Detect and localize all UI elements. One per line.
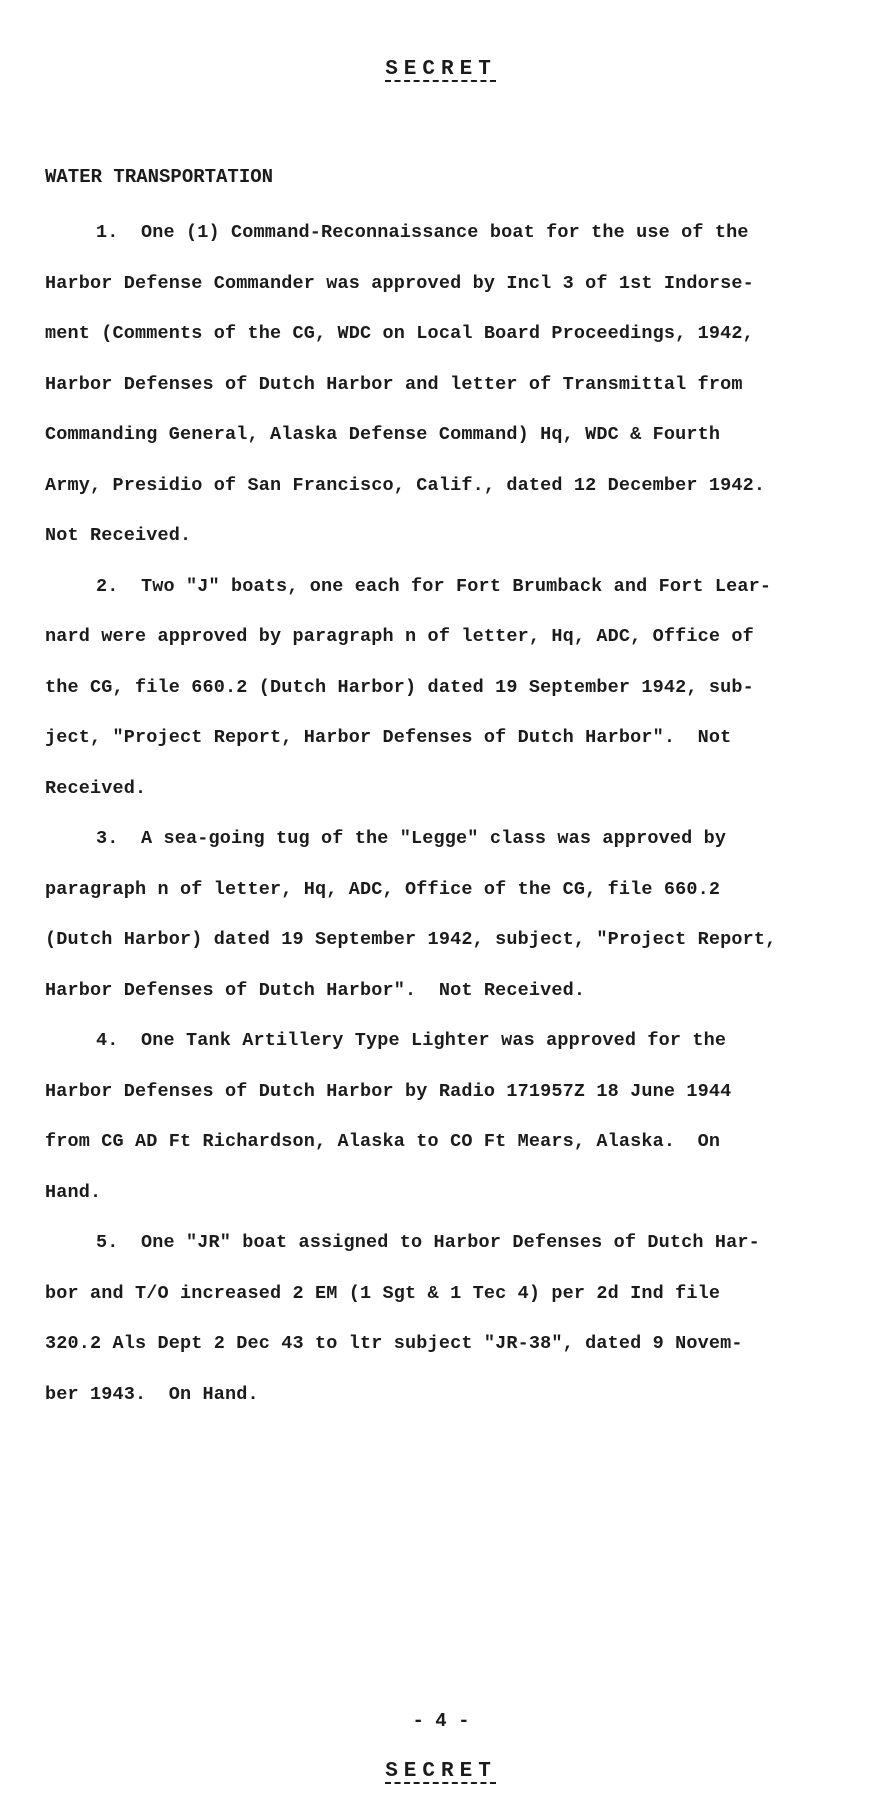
classification-footer: SECRET	[385, 1760, 497, 1783]
paragraph-line: Hand.	[45, 1181, 102, 1203]
paragraph-line: 1. One (1) Command-Reconnaissance boat for the use of the	[96, 222, 749, 243]
paragraph-line: 4. One Tank Artillery Type Lighter was approved for the	[96, 1030, 727, 1051]
paragraph	[45, 1016, 855, 1218]
paragraph-line: nard were approved by paragraph n of letter, Hq, ADC, Office of	[45, 626, 754, 647]
paragraph-line: 320.2 Als Dept 2 Dec 43 to ltr subject "JR-38", dated 9 Novem-	[45, 1333, 743, 1354]
paragraph	[45, 1218, 855, 1420]
paragraph	[45, 814, 855, 1016]
paragraph-line: paragraph n of letter, Hq, ADC, Office of the CG, file 660.2	[45, 878, 721, 900]
paragraph-line: Harbor Defenses of Dutch Harbor and letter of Transmittal from	[45, 373, 743, 395]
paragraph-line: ment (Comments of the CG, WDC on Local Board Proceedings, 1942,	[45, 323, 754, 344]
paragraph-line: 5. One "JR" boat assigned to Harbor Defenses of Dutch Har-	[96, 1232, 760, 1253]
paragraph-line: ber 1943. On Hand.	[45, 1383, 259, 1405]
paragraph	[45, 208, 855, 562]
paragraph	[45, 562, 855, 815]
document-body	[45, 208, 855, 1420]
paragraph-line: (Dutch Harbor) dated 19 September 1942, subject, "Project Report,	[45, 929, 777, 950]
classification-header: SECRET	[385, 58, 497, 81]
paragraph-line: Army, Presidio of San Francisco, Calif., dated 12 December 1942.	[45, 474, 766, 496]
section-title: WATER TRANSPORTATION	[45, 166, 274, 188]
paragraph-line: from CG AD Ft Richardson, Alaska to CO Ft Mears, Alaska. On	[45, 1131, 721, 1152]
page-number: - 4 -	[412, 1710, 470, 1732]
paragraph-line: Harbor Defense Commander was approved by Incl 3 of 1st Indorse-	[45, 272, 754, 294]
paragraph-line: ject, "Project Report, Harbor Defenses of Dutch Harbor". Not	[45, 727, 732, 748]
paragraph-line: 3. A sea-going tug of the "Legge" class was approved by	[96, 828, 727, 849]
paragraph-line: Received.	[45, 777, 147, 799]
paragraph-line: Harbor Defenses of Dutch Harbor by Radio 171957Z 18 June 1944	[45, 1080, 732, 1102]
paragraph-line: Harbor Defenses of Dutch Harbor". Not Received.	[45, 979, 586, 1001]
paragraph-line: 2. Two "J" boats, one each for Fort Brumback and Fort Lear-	[96, 575, 772, 597]
paragraph-line: the CG, file 660.2 (Dutch Harbor) dated 19 September 1942, sub-	[45, 676, 754, 698]
paragraph-line: Not Received.	[45, 525, 192, 546]
paragraph-line: bor and T/O increased 2 EM (1 Sgt & 1 Tec 4) per 2d Ind file	[45, 1282, 721, 1304]
paragraph-line: Commanding General, Alaska Defense Command) Hq, WDC & Fourth	[45, 424, 721, 445]
